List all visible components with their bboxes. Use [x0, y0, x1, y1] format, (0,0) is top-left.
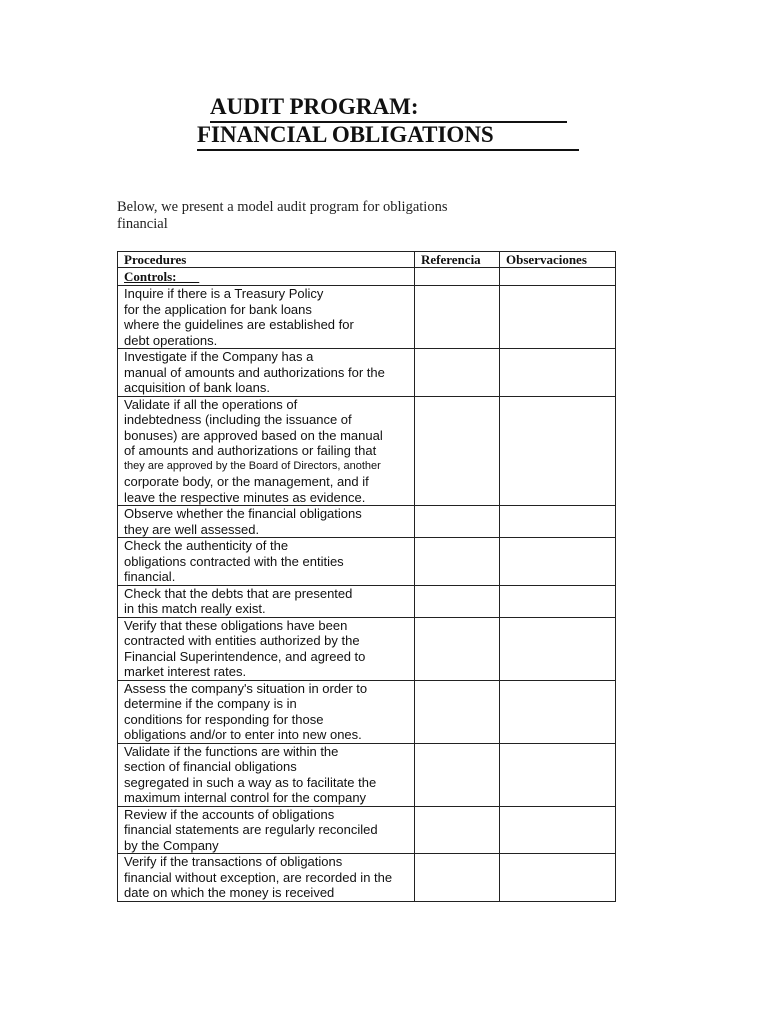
- procedure-row: [118, 286, 616, 349]
- procedure-text-line: indebtedness (including the issuance of: [124, 412, 352, 427]
- procedure-text-line: financial statements are regularly reconciled: [124, 822, 378, 837]
- procedure-text-line: section of financial obligations: [124, 759, 297, 774]
- procedure-text-line: debt operations.: [124, 332, 218, 348]
- procedure-row: [118, 680, 616, 743]
- observations-cell: [500, 349, 616, 397]
- procedure-text-line: in this match really exist.: [124, 601, 266, 616]
- reference-cell: [415, 806, 500, 854]
- procedure-cell: [118, 286, 415, 349]
- procedure-text-line: Validate if the functions are within the: [124, 743, 339, 759]
- procedure-text-line: Verify that these obligations have been: [124, 617, 348, 633]
- procedure-text-line: where the guidelines are established for: [124, 317, 354, 332]
- procedure-text-line: corporate body, or the management, and if: [124, 474, 369, 489]
- procedure-text-line: Financial Superintendence, and agreed to: [124, 648, 366, 664]
- reference-cell: [415, 349, 500, 397]
- procedure-row: [118, 538, 616, 586]
- procedure-text-line: segregated in such a way as to facilitate the: [124, 774, 377, 790]
- procedure-row: [118, 349, 616, 397]
- audit-program-table: [117, 251, 616, 902]
- procedure-text-line: Validate if all the operations of: [124, 396, 298, 412]
- procedure-text-line: acquisition of bank loans.: [124, 380, 270, 395]
- reference-cell: [415, 538, 500, 586]
- procedure-text-line: obligations contracted with the entities: [124, 553, 344, 569]
- reference-cell: [415, 286, 500, 349]
- observations-cell: [500, 680, 616, 743]
- procedure-row: [118, 743, 616, 806]
- procedure-text-line: Review if the accounts of obligations: [124, 806, 335, 822]
- observations-cell: [500, 743, 616, 806]
- procedure-text-line: manual of amounts and authorizations for the: [124, 364, 385, 380]
- procedure-cell: [118, 538, 415, 586]
- procedure-text-line: they are well assessed.: [124, 521, 260, 537]
- procedure-text-line: maximum internal control for the company: [124, 790, 367, 805]
- procedure-cell: [118, 806, 415, 854]
- procedure-cell: [118, 743, 415, 806]
- procedure-row: [118, 506, 616, 538]
- observations-cell: [500, 806, 616, 854]
- procedure-text-line: date on which the money is received: [124, 885, 335, 900]
- title-line-1: AUDIT PROGRAM:: [210, 92, 567, 123]
- procedure-cell: [118, 396, 415, 506]
- procedure-text-line: financial.: [124, 569, 176, 584]
- procedure-row: [118, 806, 616, 854]
- reference-cell: [415, 854, 500, 902]
- observations-cell: [500, 854, 616, 902]
- procedure-text-line: Check that the debts that are presented: [124, 585, 353, 601]
- procedure-cell: [118, 680, 415, 743]
- observations-cell: [500, 506, 616, 538]
- reference-cell: [415, 617, 500, 680]
- observations-cell: [500, 617, 616, 680]
- procedure-text-line: for the application for bank loans: [124, 301, 312, 317]
- title-line-2: FINANCIAL OBLIGATIONS: [197, 120, 579, 151]
- procedure-text-line: of amounts and authorizations or failing that: [124, 443, 377, 458]
- header-procedures: Procedures: [118, 252, 415, 268]
- reference-cell: [415, 743, 500, 806]
- procedure-text-line: Inquire if there is a Treasury Policy: [124, 286, 324, 301]
- procedure-row: [118, 396, 616, 506]
- controls-reference-cell: [415, 268, 500, 286]
- procedure-row: [118, 854, 616, 902]
- procedure-text-line: determine if the company is in: [124, 696, 297, 711]
- observations-cell: [500, 585, 616, 617]
- reference-cell: [415, 680, 500, 743]
- procedure-text-line: Check the authenticity of the: [124, 538, 289, 553]
- observations-cell: [500, 538, 616, 586]
- header-reference: Referencia: [415, 252, 500, 268]
- procedure-text-line: by the Company: [124, 837, 219, 853]
- procedure-cell: [118, 349, 415, 397]
- procedure-cell: [118, 585, 415, 617]
- procedure-cell: [118, 506, 415, 538]
- procedure-text-line: contracted with entities authorized by the: [124, 633, 360, 648]
- procedure-row: [118, 617, 616, 680]
- intro-paragraph: Below, we present a model audit program for obligations financial: [117, 199, 448, 232]
- procedure-row: [118, 585, 616, 617]
- controls-label: Controls:: [124, 269, 177, 284]
- reference-cell: [415, 585, 500, 617]
- procedure-text-line: Investigate if the Company has a: [124, 349, 314, 364]
- procedure-cell: [118, 617, 415, 680]
- reference-cell: [415, 396, 500, 506]
- controls-row: [118, 268, 616, 286]
- controls-label-cell: [118, 268, 415, 286]
- controls-observations-cell: [500, 268, 616, 286]
- procedure-text-line: they are approved by the Board of Directors, another: [124, 459, 381, 472]
- header-observations: Observaciones: [500, 252, 616, 268]
- reference-cell: [415, 506, 500, 538]
- procedure-text-line: leave the respective minutes as evidence.: [124, 489, 366, 505]
- observations-cell: [500, 396, 616, 506]
- procedure-cell: [118, 854, 415, 902]
- procedure-text-line: obligations and/or to enter into new ones.: [124, 727, 362, 742]
- procedure-text-line: conditions for responding for those: [124, 711, 324, 727]
- observations-cell: [500, 286, 616, 349]
- procedure-text-line: bonuses) are approved based on the manual: [124, 427, 383, 443]
- procedure-text-line: market interest rates.: [124, 664, 247, 679]
- procedure-text-line: Assess the company's situation in order to: [124, 680, 368, 696]
- procedure-text-line: Observe whether the financial obligations: [124, 506, 362, 521]
- procedure-text-line: Verify if the transactions of obligations: [124, 854, 343, 869]
- procedure-text-line: financial without exception, are recorded in the: [124, 869, 393, 885]
- table-header-row: [118, 252, 616, 268]
